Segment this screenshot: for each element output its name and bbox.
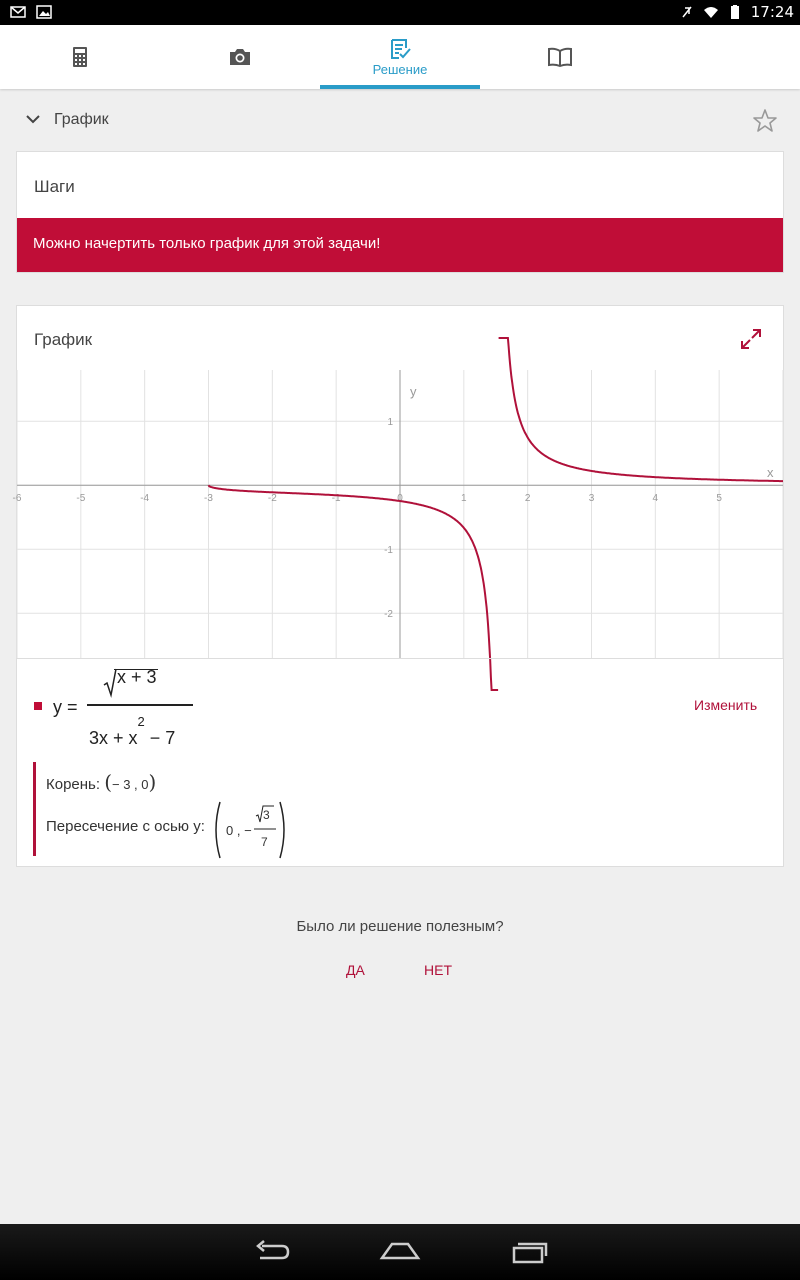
den-exp: 2 [137,714,145,729]
mail-notification-icon [10,4,26,20]
tab-solution-label: Решение [372,61,428,77]
function-plot[interactable] [12,370,783,658]
tab-camera[interactable] [160,25,320,89]
steps-card [16,151,784,273]
y-axis-label: y [410,384,417,399]
yint-label: Пересечение с осью y: [46,818,205,835]
tab-solution[interactable] [320,25,480,89]
function-curve-right [499,338,783,481]
navigation-bar [0,1224,800,1280]
tab-calculator[interactable] [0,25,160,89]
yint-num: 3 [263,808,270,822]
x-tick-label: 2 [524,493,531,505]
formula-row [17,658,783,750]
formula-numerator: x + 3 [117,667,157,687]
function-info [33,762,767,856]
feedback-yes-button[interactable]: ДА [346,962,365,978]
error-banner: Можно начертить только график для этой задачи! [17,218,783,272]
fraction-line [87,704,193,706]
feedback-no-button[interactable]: НЕТ [424,962,452,978]
status-bar [0,0,800,25]
formula-denominator [89,714,176,749]
clock: 17:24 [750,3,794,21]
formula-y: y = [53,697,78,717]
tab-bar [0,25,800,89]
yint-value [212,800,292,860]
wifi-icon [703,4,719,20]
recent-apps-icon[interactable] [510,1238,550,1266]
mute-icon [679,4,695,20]
x-tick-label: 3 [588,493,595,505]
change-button[interactable]: Изменить [694,697,758,713]
root-value: − 3 , 0 [112,777,149,792]
yint-den: 7 [261,835,268,849]
back-icon[interactable] [252,1238,292,1266]
steps-title: Шаги [34,177,75,196]
feedback-question: Было ли решение полезным? [296,918,504,935]
x-tick-label: -6 [12,493,22,505]
y-tick-label: 1 [387,417,393,429]
y-tick-label: -1 [384,545,393,557]
x-axis-label: x [767,465,774,481]
sqrt-sign [103,667,117,697]
x-tick-label: 1 [461,493,467,505]
x-tick-label: -4 [140,493,150,505]
y-intercept-info [46,818,205,835]
graph-title: График [34,330,93,349]
y-tick-label: -2 [384,609,393,621]
series-color-marker [34,702,42,710]
x-tick-label: 5 [716,493,722,505]
camera-icon [229,48,251,66]
x-tick-label: -1 [331,493,341,505]
chevron-down-icon[interactable] [24,110,42,128]
den-tail: − 7 [144,728,176,748]
star-icon[interactable] [752,108,778,134]
image-notification-icon [36,4,52,20]
root-info: Корень: (− 3 , 0) [46,770,157,794]
calculator-icon [72,46,88,68]
solution-icon [389,38,411,60]
x-tick-label: 4 [652,493,659,505]
x-tick-label: 0 [397,493,403,505]
section-title: График [54,111,109,128]
root-label: Корень: [46,776,101,793]
expand-icon[interactable] [739,327,763,351]
section-header[interactable] [0,100,800,140]
battery-icon [727,4,743,20]
x-tick-label: -5 [76,493,86,505]
home-icon[interactable] [380,1238,420,1266]
x-tick-label: -2 [267,493,277,505]
yint-x: 0 , − [226,823,252,838]
tab-book[interactable] [480,25,640,89]
den-main: 3x + x [89,728,138,748]
book-icon [548,47,572,67]
graph-card [12,305,784,867]
formula-fraction [87,667,195,747]
x-tick-label: -3 [204,493,213,505]
